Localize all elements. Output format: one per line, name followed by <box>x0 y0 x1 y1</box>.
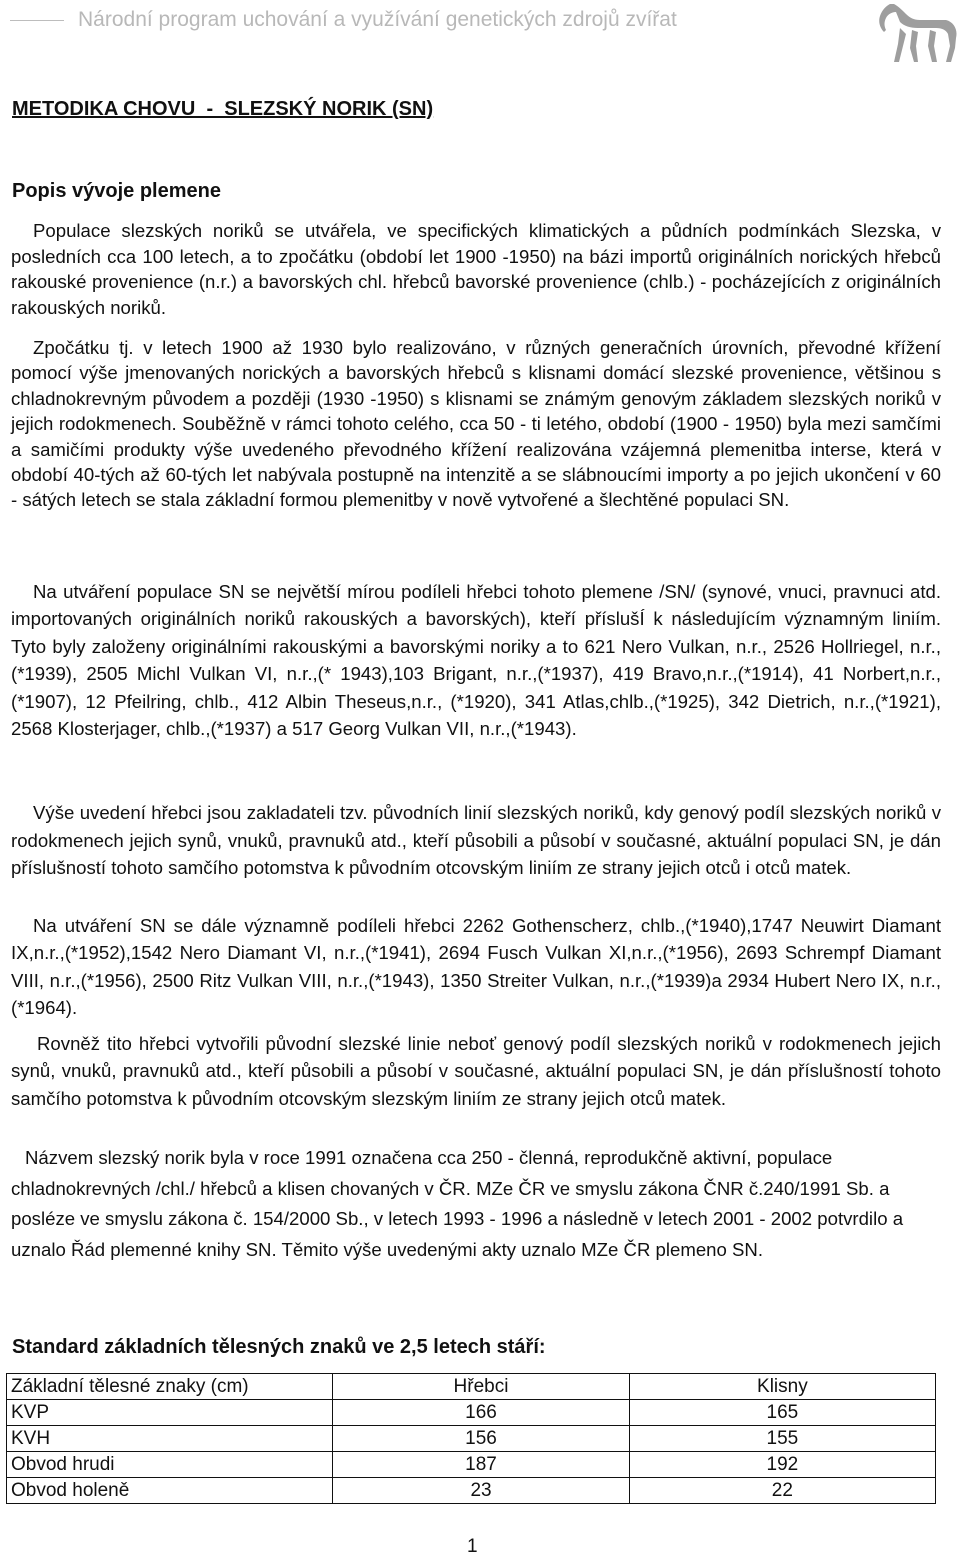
table-cell: 22 <box>629 1478 935 1504</box>
document-title: METODIKA CHOVU - SLEZSKÝ NORIK (SN) <box>12 98 434 120</box>
paragraph-3: Na utváření populace SN se největší mírou podíleli hřebci tohoto plemene /SN/ (synové, vnuci, pravnuci atd. importovaných originálních noriků rakouských a bavorských), kteří příslušÍ k následujícím významným liniím. Tyto byly založeny originálními rakouskými a bavorskými noriky a to 621 Nero Vulkan, n.r., 2526 Hollriegel, n.r.,(*1939), 2505 Michl Vulkan VI, n.r.,(* 1943),103 Brigant, n.r.,(*1937), 419 Bravo,n.r.,(*1914), 41 Norbert,n.r.,(*1907), 12 Pfeilring, chlb., 412 Albin Theseus,n.r., (*1920), 341 Atlas,chlb.,(*1925), 342 Dietrich, n.r.,(*1921), 2568 Klosterjager, chlb.,(*1937) a 517 Georg Vulkan VII, n.r.,(*1943). <box>11 581 941 740</box>
standard-title: Standard základních tělesných znaků ve 2,5 letech stáří: <box>12 1336 546 1358</box>
table-row <box>7 1426 936 1452</box>
paragraph-2: Zpočátku tj. v letech 1900 až 1930 bylo realizováno, v různých generačních úrovních, převodné křížení pomocí výše jmenovaných norických a bavorských hřebců s klisnami domácí slezské provenience, většinou s chladnokrevným původem a později (1930 -1950) s klisnami se známým genovým základem slezských noriků v jejich rodokmenech. Souběžně v rámci tohoto celého, cca 50 - ti letého, období (1900 - 1950) byla mezi samčími a samičími produkty výše uvedeného převodného křížení realizována vzájemná plemenitba interse, která v období 40-tých až 60-tých let nabývala postupně na intenzitě a se slábnoucími importy a po jejich ukončení v 60 - sátých letech se stala základní formou plemenitby v nově vytvořené a šlechtěné populaci SN. <box>11 337 941 511</box>
table-cell: 166 <box>333 1400 629 1426</box>
table-cell: 155 <box>629 1426 935 1452</box>
paragraph-6: Rovněž tito hřebci vytvořili původní slezské linie neboť genový podíl slezských noriků v rodokmenech jejich synů, vnuků, pravnuků atd., kteří působili a působí v současné, aktuální populaci SN, je dán příslušností tohoto samčího potomstva k původním otcovským slezským liniím ze strany jejich otců matek. <box>11 1033 941 1109</box>
table-header-cell: Klisny <box>629 1374 935 1400</box>
paragraph-7: Názvem slezský norik byla v roce 1991 označena cca 250 - členná, reprodukčně aktivní, populace chladnokrevných /chl./ hřebců a klisen chovaných v ČR. MZe ČR ve smyslu zákona ČNR č.240/1991 Sb. a posléze ve smyslu zákona č. 154/2000 Sb., v letech 1993 - 1996 a následně v letech 2001 - 2002 potvrdilo a uznalo Řád plemenné knihy SN. Těmito výše uvedenými akty uznalo MZe ČR plemeno SN. <box>11 1147 904 1260</box>
paragraph-5: Na utváření SN se dále významně podíleli hřebci 2262 Gothenscherz, chlb.,(*1940),1747 Neuwirt Diamant IX,n.r.,(*1952),1542 Nero Diamant VI, n.r.,(*1941), 2694 Fusch Vulkan XI,n.r.,(*1956), 2693 Schrempf Diamant VIII, n.r.,(*1956), 2500 Ritz Vulkan VIII, n.r.,(*1943), 1350 Streiter Vulkan, n.r.,(*1939)a 2934 Hubert Nero IX, n.r.,(*1964). <box>11 915 941 1019</box>
page-number: 1 <box>467 1536 478 1557</box>
program-header <box>10 8 910 32</box>
table-cell: KVH <box>7 1426 333 1452</box>
table-header-cell: Hřebci <box>333 1374 629 1400</box>
section-title: Popis vývoje plemene <box>12 180 221 202</box>
table-cell: 187 <box>333 1452 629 1478</box>
table-cell: 156 <box>333 1426 629 1452</box>
table-cell: KVP <box>7 1400 333 1426</box>
table-row <box>7 1478 936 1504</box>
paragraph-1: Populace slezských noriků se utvářela, ve specifických klimatických a půdních podmínkách Slezska, v posledních cca 100 letech, a to zpočátku (období let 1900 -1950) na bázi importů originálních norických hřebců rakouské provenience (n.r.) a bavorských chl. hřebců bavorské provenience (chlb.) - pocházejících z originálních rakouských noriků. <box>11 220 941 318</box>
paragraph-4: Výše uvedení hřebci jsou zakladateli tzv. původních linií slezských noriků, kdy genový podíl slezských noriků v rodokmenech jejich synů, vnuků, pravnuků atd., kteří působili a působí v současné, aktuální populaci SN, je dán příslušností tohoto samčího potomstva k původním otcovským liniím ze strany jejich otců i otců matek. <box>11 802 941 879</box>
table-cell: 192 <box>629 1452 935 1478</box>
program-title: Národní program uchování a využívání genetických zdrojů zvířat <box>78 8 677 31</box>
table-row <box>7 1400 936 1426</box>
table-header-cell: Základní tělesné znaky (cm) <box>7 1374 333 1400</box>
table-cell: Obvod holeně <box>7 1478 333 1504</box>
table-header-row <box>7 1374 936 1400</box>
header-rule <box>10 20 64 21</box>
table-cell: Obvod hrudi <box>7 1452 333 1478</box>
table-row <box>7 1452 936 1478</box>
standard-table <box>6 1373 936 1504</box>
horse-logo-icon <box>870 0 960 68</box>
table-cell: 23 <box>333 1478 629 1504</box>
table-cell: 165 <box>629 1400 935 1426</box>
